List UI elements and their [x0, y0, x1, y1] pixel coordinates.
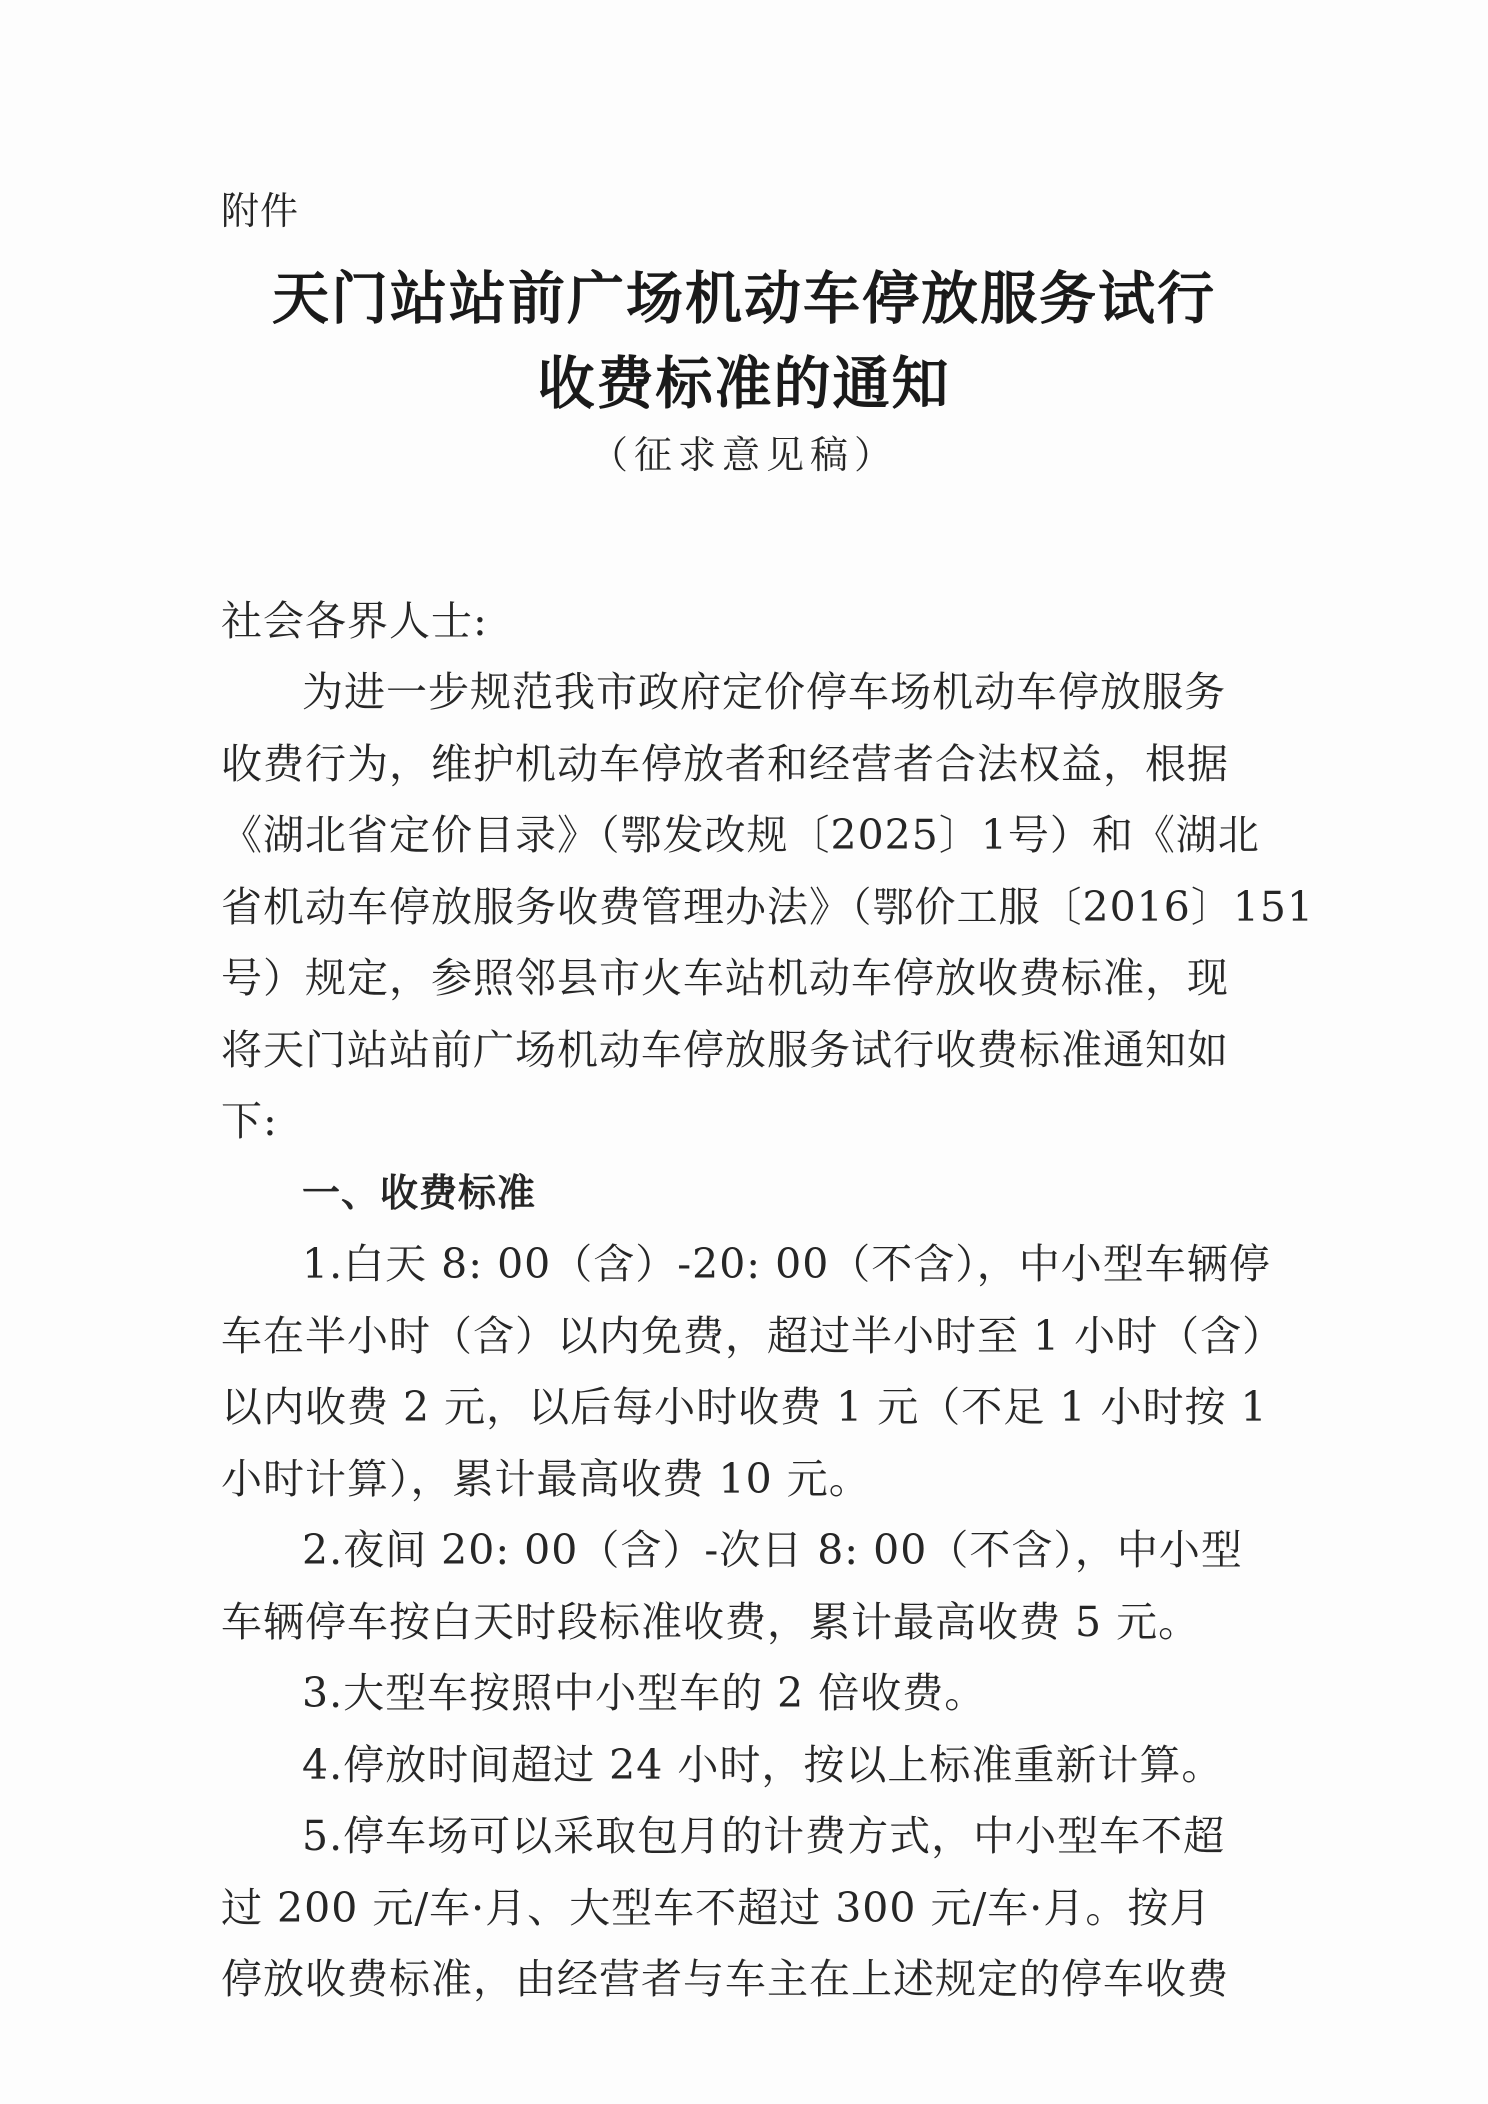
item5-line-3: 停放收费标准，由经营者与车主在上述规定的停车收费 — [221, 1955, 1229, 2003]
document-title-line-2: 收费标准的通知 — [537, 350, 951, 417]
item1-line-3: 以内收费 2 元，以后每小时收费 1 元（不足 1 小时按 1 — [221, 1383, 1268, 1431]
item2-line-1: 2.夜间 20: 00（含）-次日 8: 00（不含），中小型 — [302, 1526, 1243, 1574]
item3: 3.大型车按照中小型车的 2 倍收费。 — [302, 1669, 987, 1717]
salutation: 社会各界人士: — [221, 597, 488, 645]
item1-line-2: 车在半小时（含）以内免费，超过半小时至 1 小时（含） — [221, 1312, 1285, 1360]
item1-line-4: 小时计算），累计最高收费 10 元。 — [221, 1455, 871, 1503]
item2-line-2: 车辆停车按白天时段标准收费，累计最高收费 5 元。 — [221, 1598, 1201, 1646]
intro-line-5: 号）规定，参照邻县市火车站机动车停放收费标准，现 — [221, 954, 1229, 1002]
item1-line-1: 1.白天 8: 00（含）-20: 00（不含），中小型车辆停 — [302, 1240, 1271, 1288]
annex-label: 附件 — [221, 189, 300, 233]
draft-subtitle: （征求意见稿） — [589, 433, 898, 477]
document-title-line-1: 天门站站前广场机动车停放服务试行 — [272, 265, 1216, 332]
intro-line-1: 为进一步规范我市政府定价停车场机动车停放服务 — [302, 668, 1226, 716]
intro-line-3: 《湖北省定价目录》（鄂发改规〔2025〕1号）和《湖北 — [221, 811, 1260, 859]
intro-line-7: 下: — [221, 1097, 278, 1145]
intro-line-4: 省机动车停放服务收费管理办法》（鄂价工服〔2016〕151 — [221, 883, 1315, 931]
section-heading: 一、收费标准 — [302, 1171, 537, 1215]
intro-line-2: 收费行为，维护机动车停放者和经营者合法权益，根据 — [221, 740, 1229, 788]
intro-line-6: 将天门站站前广场机动车停放服务试行收费标准通知如 — [221, 1026, 1229, 1074]
item4: 4.停放时间超过 24 小时，按以上标准重新计算。 — [302, 1741, 1224, 1789]
item5-line-2: 过 200 元/车·月、大型车不超过 300 元/车·月。按月 — [221, 1884, 1212, 1932]
item5-line-1: 5.停车场可以采取包月的计费方式，中小型车不超 — [302, 1812, 1226, 1860]
